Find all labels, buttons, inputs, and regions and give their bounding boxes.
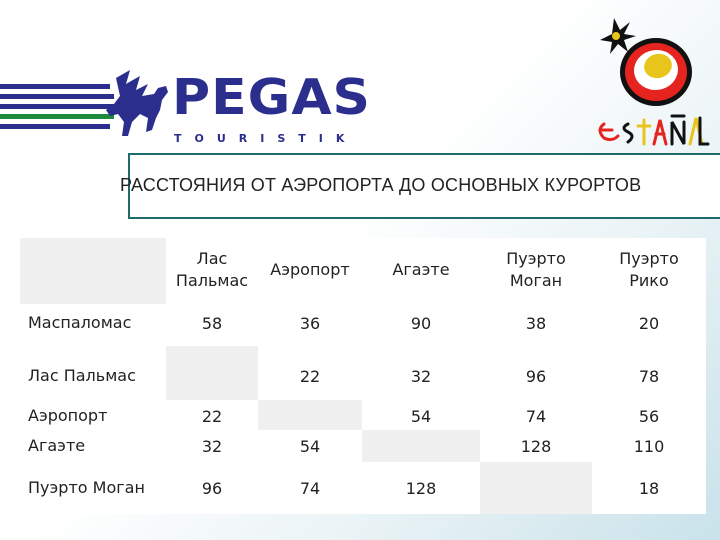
column-header-line: Агаэте	[392, 260, 450, 279]
table-cell: 78	[638, 367, 660, 386]
column-header	[362, 259, 480, 281]
table-cell: 110	[633, 437, 665, 456]
page-title: РАССТОЯНИЯ ОТ АЭРОПОРТА ДО ОСНОВНЫХ КУРОРТОВ	[120, 175, 642, 195]
column-header-line: Пуэрто	[619, 249, 679, 268]
column-header-line: Моган	[509, 271, 563, 290]
table-cell: 90	[410, 314, 432, 333]
empty-cell	[362, 430, 480, 462]
logo-stripe	[0, 84, 110, 89]
table-cell: 22	[299, 367, 321, 386]
table-cell: 128	[405, 479, 437, 498]
empty-cell	[166, 346, 258, 400]
column-header	[258, 259, 362, 281]
table-cell: 74	[525, 407, 547, 426]
column-header-line: Пальмас	[175, 271, 249, 290]
espana-sun-icon	[592, 14, 710, 154]
logo-stripe	[0, 124, 110, 129]
table-cell: 74	[299, 479, 321, 498]
column-header	[166, 248, 258, 292]
row-label: Агаэте	[28, 436, 86, 455]
table-cell: 20	[638, 314, 660, 333]
row-label: Лас Пальмас	[28, 366, 136, 385]
column-header-line: Пуэрто	[506, 249, 566, 268]
table-cell: 54	[410, 407, 432, 426]
empty-cell	[258, 400, 362, 430]
brand-name: PEGAS	[172, 69, 372, 127]
row-label: Маспаломас	[28, 313, 132, 332]
column-header	[592, 248, 706, 292]
column-header-line: Лас	[196, 249, 228, 268]
table-cell: 128	[520, 437, 552, 456]
table-cell: 58	[201, 314, 223, 333]
table-cell: 38	[525, 314, 547, 333]
table-cell: 96	[525, 367, 547, 386]
pegasus-icon	[96, 70, 176, 140]
column-header-line: Аэропорт	[270, 260, 350, 279]
column-header-line: Рико	[629, 271, 669, 290]
column-header	[480, 248, 592, 292]
table-cell: 54	[299, 437, 321, 456]
row-label: Пуэрто Моган	[28, 478, 145, 497]
brand-subtitle: TOURISTIK	[174, 132, 358, 145]
empty-cell	[480, 462, 592, 514]
table-cell: 18	[638, 479, 660, 498]
table-cell: 32	[201, 437, 223, 456]
table-cell: 22	[201, 407, 223, 426]
table-cell: 96	[201, 479, 223, 498]
table-cell: 56	[638, 407, 660, 426]
row-label: Аэропорт	[28, 406, 108, 425]
table-cell: 36	[299, 314, 321, 333]
table-cell: 32	[410, 367, 432, 386]
table-corner	[20, 238, 166, 304]
